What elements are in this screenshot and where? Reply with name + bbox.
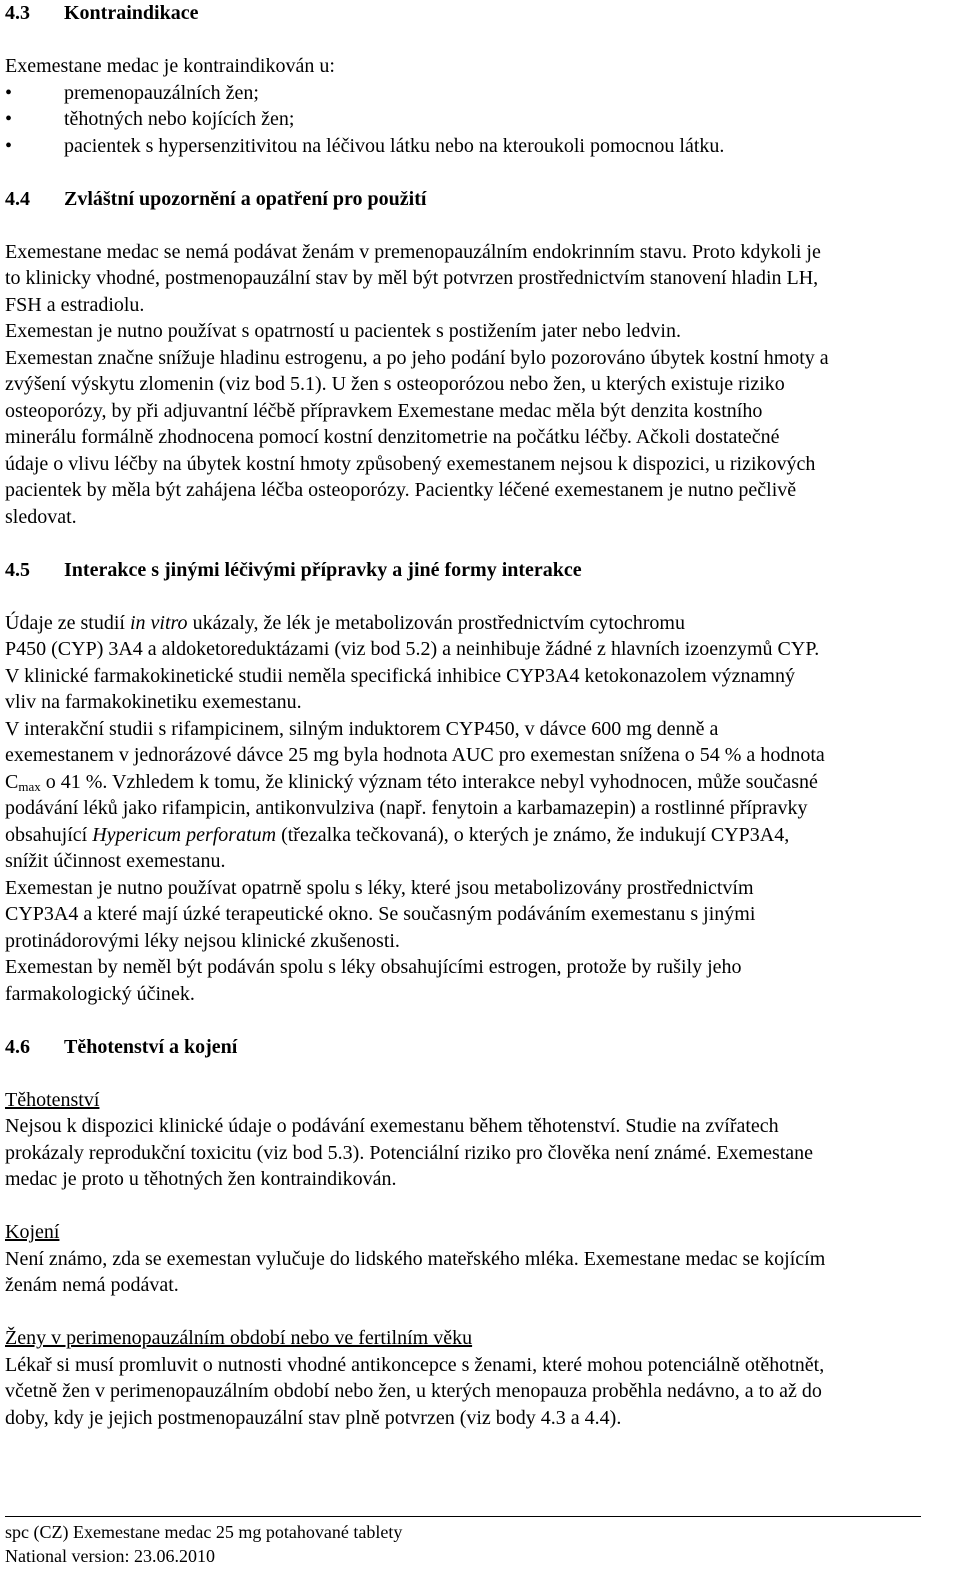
list-item: • těhotných nebo kojících žen;: [5, 106, 955, 133]
section-number: 4.4: [5, 187, 30, 210]
section-title: Zvláštní upozornění a opatření pro použití: [64, 187, 427, 210]
section-number: 4.5: [5, 558, 30, 581]
paragraph-line: prokázaly reprodukční toxicitu (viz bod 5.3). Potenciální riziko pro člověka není známé. Exemestane: [5, 1141, 814, 1164]
paragraph-line: doby, kdy je jejich postmenopauzální stav plně potvrzen (viz body 4.3 a 4.4).: [5, 1406, 622, 1429]
paragraph-line: V interakční studii s rifampicinem, silným induktorem CYP450, v dávce 600 mg denně a: [5, 717, 719, 740]
paragraph-line: farmakologický účinek.: [5, 982, 195, 1005]
paragraph-line: Exemestan je nutno používat opatrně spolu s léky, které jsou metabolizovány prostřednictvím: [5, 876, 754, 899]
paragraph-line: P450 (CYP) 3A4 a aldoketoreduktázami (viz bod 5.2) a neinhibuje žádné z hlavních izoenzymů CYP.: [5, 638, 820, 660]
paragraph-line: medac je proto u těhotných žen kontraindikován.: [5, 1168, 397, 1190]
subscript: max: [18, 778, 41, 794]
footer-version-line: National version: 23.06.2010: [5, 1546, 215, 1566]
paragraph-line: protinádorovými léky nejsou klinické zkušenosti.: [5, 929, 400, 952]
subheading-lactation: Kojení: [5, 1221, 60, 1243]
section-4-5-body: [5, 610, 955, 1008]
paragraph-line: Exemestane medac je kontraindikován u:: [5, 55, 335, 77]
section-4-5-heading: [5, 557, 955, 584]
paragraph-line: Není známo, zda se exemestan vylučuje do lidského mateřského mléka. Exemestane medac se kojícím: [5, 1247, 826, 1270]
italic-term: Hypericum perforatum: [92, 823, 277, 846]
section-number: 4.3: [5, 2, 30, 24]
page-footer: [5, 1520, 402, 1568]
italic-term: in vitro: [129, 611, 188, 634]
paragraph-line: Lékař si musí promluvit o nutnosti vhodné antikoncepce s ženami, které mohou potenciálně otěhotnět,: [5, 1353, 825, 1376]
paragraph-line: podávání léků jako rifampicin, antikonvulziva (např. fenytoin a karbamazepin) a rostlinné přípravky: [5, 797, 808, 819]
document-page: [5, 0, 955, 1431]
paragraph-line: Exemestan by neměl být podáván spolu s léky obsahujícími estrogen, protože by rušily jeho: [5, 956, 742, 978]
paragraph-line: Exemestane medac se nemá podávat ženám v premenopauzálním endokrinním stavu. Proto kdykoli je: [5, 240, 821, 263]
subheading-pregnancy: Těhotenství: [5, 1088, 100, 1111]
paragraph-line: sledovat.: [5, 505, 77, 528]
paragraph-line: snížit účinnost exemestanu.: [5, 850, 226, 872]
paragraph-line: Nejsou k dispozici klinické údaje o podávání exemestanu během těhotenství. Studie na zvířatech: [5, 1115, 779, 1137]
bullet-icon: •: [5, 81, 13, 104]
section-title: Interakce s jinými léčivými přípravky a jiné formy interakce: [64, 558, 582, 581]
bullet-icon: •: [5, 134, 13, 157]
section-4-3-heading: [5, 0, 955, 27]
paragraph-line: údaje o vlivu léčby na úbytek kostní hmoty způsobený exemestanem nejsou k dispozici, u rizikových: [5, 452, 816, 475]
contraindication-list: [5, 80, 955, 160]
paragraph-line: osteoporózy, by při adjuvantní léčbě přípravkem Exemestane medac měla být denzita kostního: [5, 399, 763, 422]
paragraph-line: V klinické farmakokinetické studii neměla specifická inhibice CYP3A4 ketokonazolem významný: [5, 664, 795, 687]
paragraph-line: Exemestan značne snížuje hladinu estrogenu, a po jeho podání bylo pozorováno úbytek kostní hmoty a: [5, 346, 829, 369]
section-title: Kontraindikace: [64, 2, 199, 24]
paragraph-line: zvýšení výskytu zlomenin (viz bod 5.1). U žen s osteoporózou nebo žen, u kterých existuje riziko: [5, 373, 785, 395]
paragraph-line: to klinicky vhodné, postmenopauzální stav by měl být potvrzen prostřednictvím stanovení hladin LH,: [5, 267, 819, 289]
paragraph-line: pacientek by měla být zahájena léčba osteoporózy. Pacientky léčené exemestanem je nutno pečlivě: [5, 479, 797, 501]
paragraph-line: minerálu formálně zhodnocena pomocí kostní denzitometrie na počátku léčby. Ačkoli dostatečné: [5, 426, 780, 448]
footer-product-line: spc (CZ) Exemestane medac 25 mg potahované tablety: [5, 1522, 403, 1542]
bullet-icon: •: [5, 108, 13, 130]
paragraph-line: CYP3A4 a které mají úzké terapeutické okno. Se současným podáváním exemestanu s jinými: [5, 903, 756, 925]
section-4-4-body: [5, 239, 955, 531]
subheading-perimenopausal: Ženy v perimenopauzálním období nebo ve fertilním věku: [5, 1327, 473, 1349]
paragraph-line: včetně žen v perimenopauzálním období nebo žen, u kterých menopauza proběhla nedávno, a to až do: [5, 1380, 822, 1402]
section-4-6-heading: [5, 1034, 955, 1061]
paragraph-line: ženám nemá podávat.: [5, 1274, 179, 1296]
section-4-4-heading: [5, 186, 955, 213]
paragraph-line: obsahující Hypericum perforatum (třezalka tečkovaná), o kterých je známo, že indukují CYP3A4,: [5, 823, 790, 846]
footer-divider: [5, 1516, 921, 1517]
paragraph-line: exemestanem v jednorázové dávce 25 mg byla hodnota AUC pro exemestan snížena o 54 % a hodnota: [5, 744, 825, 766]
paragraph-line: Údaje ze studií in vitro ukázaly, že lék je metabolizován prostřednictvím cytochromu: [5, 611, 685, 634]
paragraph-line: $C_{max}$ o 41 %. Vzhledem k tomu, že klinický význam této interakce nebyl vyhodnocen, může současné: [5, 770, 818, 794]
list-item: • premenopauzálních žen;: [5, 80, 955, 107]
section-number: 4.6: [5, 1035, 30, 1058]
list-item: • pacientek s hypersenzitivitou na léčivou látku nebo na kteroukoli pomocnou látku.: [5, 133, 955, 160]
paragraph-line: vliv na farmakokinetiku exemestanu.: [5, 691, 302, 713]
paragraph-line: Exemestan je nutno používat s opatrností u pacientek s postižením jater nebo ledvin.: [5, 320, 681, 342]
section-title: Těhotenství a kojení: [64, 1035, 238, 1058]
paragraph-line: FSH a estradiolu.: [5, 293, 145, 316]
